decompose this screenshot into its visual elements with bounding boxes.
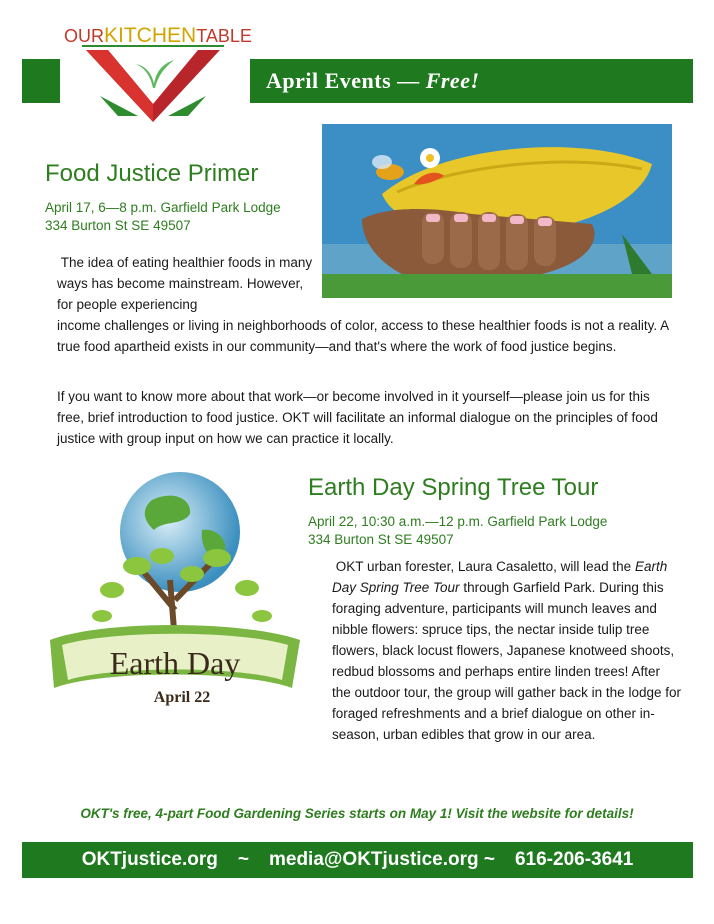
event2-details: [308, 513, 607, 549]
logo-table: TABLE: [196, 26, 252, 46]
logo-v-icon: [78, 44, 228, 122]
banner-free: Free!: [425, 68, 480, 93]
badge-date: April 22: [153, 689, 211, 706]
event1-date-line: April 17, 6—8 p.m. Garfield Park Lodge: [45, 200, 281, 215]
food-hand-painting-image: [322, 124, 672, 298]
separator: ~: [237, 849, 249, 870]
event1-title: Food Justice Primer: [45, 160, 259, 187]
event2-date-line: April 22, 10:30 a.m.—12 p.m. Garfield Park Lodge: [308, 514, 608, 529]
event1-paragraph-continued: income challenges or living in neighborhoods of color, access to these healthier foods is not a reality. A true food apartheid exists in our community—and that's where the work of food justice begins.: [57, 318, 669, 354]
event2-paragraph: [332, 556, 682, 745]
banner-accent: [22, 59, 60, 103]
phone-number: 616-206-3641: [514, 849, 634, 870]
badge-title: Earth Day: [109, 645, 241, 681]
event2-intro: OKT urban forester, Laura Casaletto, will lead the: [335, 559, 632, 574]
gardening-series-promo: OKT's free, 4-part Food Gardening Series starts on May 1! Visit the website for details!: [80, 806, 634, 821]
logo-kitchen: KITCHEN: [104, 24, 197, 47]
earth-day-badge-image: [42, 470, 308, 722]
contact-footer: [22, 842, 693, 878]
logo-our: OUR: [64, 26, 104, 46]
events-banner: [250, 59, 693, 103]
event2-title: Earth Day Spring Tree Tour: [308, 474, 599, 501]
event1-intro-text: The idea of eating healthier foods in many ways has become mainstream. However, for people experiencing: [57, 255, 313, 312]
email-link[interactable]: media@OKTjustice.org ~: [268, 849, 495, 870]
event1-details: [45, 199, 281, 235]
event1-address: 334 Burton St SE 49507: [45, 218, 191, 233]
banner-title: April Events —: [266, 68, 420, 93]
event2-address: 334 Burton St SE 49507: [308, 532, 454, 547]
event1-paragraph-intro: [57, 252, 317, 315]
logo: [58, 22, 252, 122]
event2-tour-name: Earth Day Spring Tree Tour: [332, 559, 668, 595]
event1-paragraph-2: If you want to know more about that work—or become involved in it yourself—please join us for this free, brief introduction to food justice. OKT will facilitate an informal dialogue on the principles of food justice with group input on how we can practice it locally.: [57, 389, 658, 446]
event2-body: through Garfield Park. During this foraging adventure, participants will munch leaves and nibble flowers: spruce tips, the nectar inside tulip tree flowers, black locust flowers, Japanese knotweed shoots, redbud blossoms and perhaps entire linden trees! After the outdoor tour, the group will gather back in the lodge for foraged refreshments and a brief dialogue on other in-season, urban edibles that grow in our area.: [332, 580, 681, 742]
website-link[interactable]: OKTjustice.org: [81, 849, 218, 870]
